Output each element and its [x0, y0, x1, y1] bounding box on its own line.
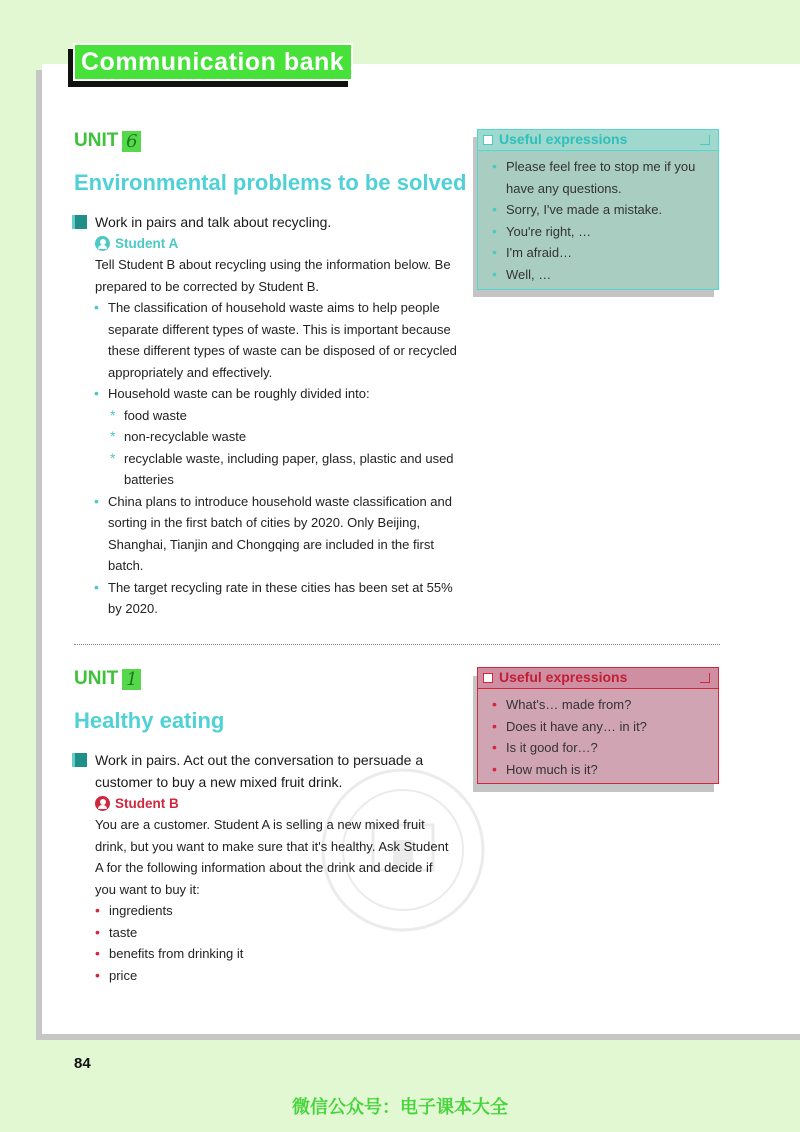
expressions-title: Useful expressions — [499, 669, 628, 686]
list-item-text: Household waste can be roughly divided into: — [108, 386, 370, 401]
expressions-title: Useful expressions — [499, 131, 628, 148]
task-book-icon — [72, 753, 87, 767]
person-icon — [95, 236, 110, 251]
list-item: • taste — [95, 922, 455, 944]
list-item: • The classification of household waste aims to help people separate different types of waste. This is important because these different types of waste can be disposed of or recycled appropriately and effectively. — [94, 297, 460, 383]
list-item: • Is it good for…? — [492, 737, 708, 759]
list-item: • Sorry, I've made a mistake. — [492, 199, 708, 221]
list-item — [94, 383, 460, 491]
list-item: • What's… made from? — [492, 694, 708, 716]
info-list — [94, 297, 460, 620]
list-item: • Well, … — [492, 264, 708, 286]
expressions-list — [478, 689, 718, 780]
unit-1-label — [74, 668, 141, 690]
unit-number-badge: 6 — [122, 131, 141, 152]
list-item: • You're right, … — [492, 221, 708, 243]
page-number: 84 — [74, 1055, 91, 1072]
section-divider — [74, 644, 720, 645]
list-item: * recyclable waste, including paper, glass, plastic and used batteries — [109, 448, 460, 491]
person-icon — [95, 796, 110, 811]
task-instruction — [72, 211, 452, 233]
list-item: * non-recyclable waste — [109, 426, 460, 448]
expressions-header — [478, 130, 718, 151]
corner-fold-icon — [700, 673, 710, 683]
list-item: • Does it have any… in it? — [492, 716, 708, 738]
expressions-header — [478, 668, 718, 689]
unit-6-label — [74, 130, 141, 152]
task-text: Work in pairs and talk about recycling. — [95, 214, 332, 230]
student-a-label — [95, 236, 178, 251]
list-item: • How much is it? — [492, 759, 708, 781]
intro-paragraph: You are a customer. Student A is selling a new mixed fruit drink, but you want to make sure that it's healthy. Ask Student A for the following information about the drink and decide if you want to buy it: — [95, 817, 449, 897]
page-header-title: Communication bank — [73, 43, 353, 81]
unit-word: UNIT — [74, 130, 119, 151]
intro-paragraph: Tell Student B about recycling using the information below. Be prepared to be corrected by Student B. — [95, 257, 451, 294]
student-b-label — [95, 796, 179, 811]
unit-word: UNIT — [74, 668, 119, 689]
unit-6-body — [95, 254, 460, 620]
footer-wechat-text: 微信公众号：电子课本大全 — [292, 1097, 508, 1118]
list-item: • Please feel free to stop me if you have any questions. — [492, 156, 708, 199]
student-label-text: Student B — [115, 796, 179, 811]
student-label-text: Student A — [115, 236, 179, 251]
section-title: Environmental problems to be solved — [74, 170, 467, 195]
list-item: • The target recycling rate in these cities has been set at 55% by 2020. — [94, 577, 460, 620]
unit-number-badge: 1 — [122, 669, 141, 690]
useful-expressions-box — [477, 667, 719, 784]
task-text: Work in pairs. Act out the conversation to persuade a customer to buy a new mixed fruit drink. — [95, 752, 424, 790]
list-item: • ingredients — [95, 900, 455, 922]
task-book-icon — [72, 215, 87, 229]
useful-expressions-box — [477, 129, 719, 290]
expressions-list — [478, 151, 718, 285]
corner-fold-icon — [700, 135, 710, 145]
list-item: • China plans to introduce household waste classification and sorting in the first batch of cities by 2020. Only Beijing, Shanghai, Tianjin and Chongqing are included in the first batch. — [94, 491, 460, 577]
list-item: * food waste — [109, 405, 460, 427]
checkbox-square-icon — [483, 135, 493, 145]
info-list — [95, 900, 455, 986]
list-item: • price — [95, 965, 455, 987]
waste-types-list — [109, 405, 460, 491]
list-item: • I'm afraid… — [492, 242, 708, 264]
task-instruction — [72, 749, 447, 793]
section-title: Healthy eating — [74, 708, 225, 733]
unit-1-body — [95, 814, 455, 986]
list-item: • benefits from drinking it — [95, 943, 455, 965]
checkbox-square-icon — [483, 673, 493, 683]
